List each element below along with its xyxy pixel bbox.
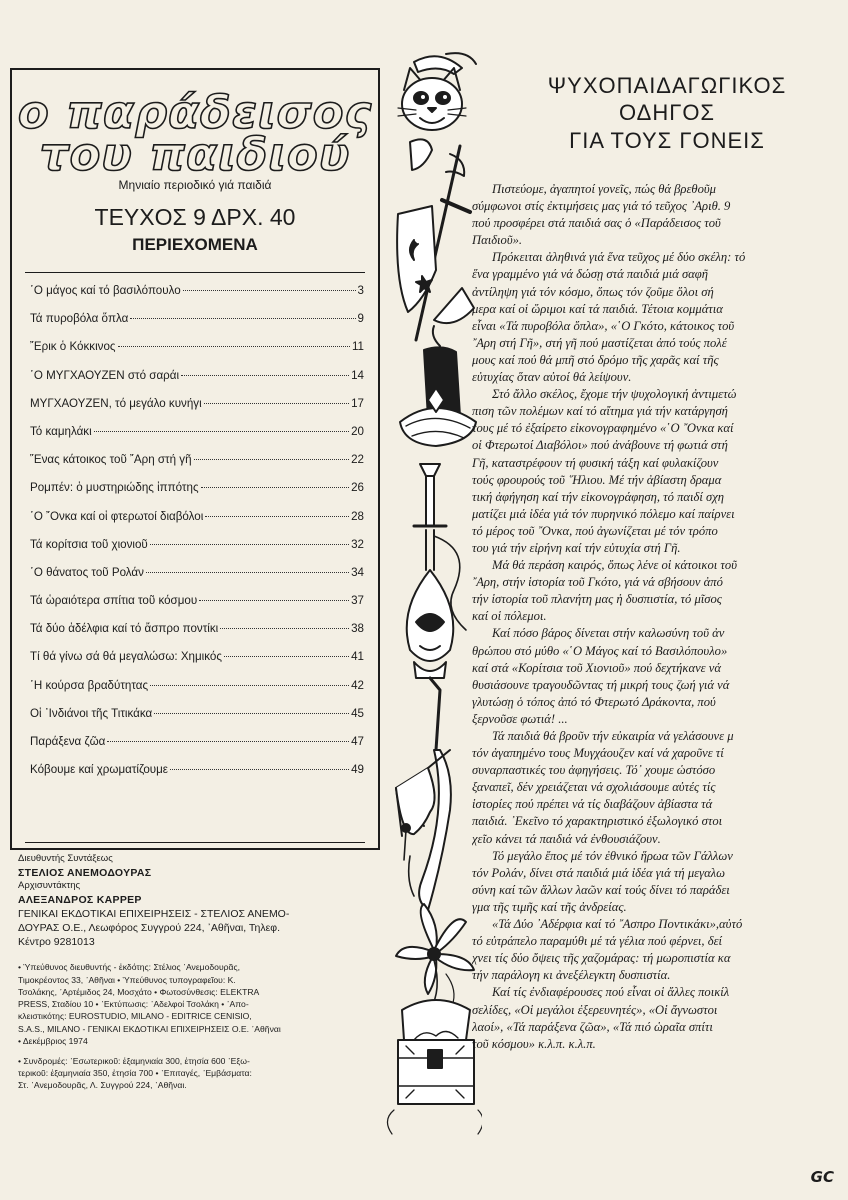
contents-entry-title: Κόβουμε καί χρωματίζουμε: [30, 763, 168, 777]
director-label: Διευθυντής Συντάξεως: [18, 853, 113, 864]
contents-entry-title: ΜΥΓΧΑΟΥΖΕΝ, τό μεγάλο κυνήγι: [30, 396, 202, 410]
contents-entry-page: 3: [357, 284, 364, 297]
contents-entry-title: Τί θά γίνω σά θά μεγαλώσω: Χημικός: [30, 650, 222, 664]
contents-entry-title: ῾Ο θάνατος τοῦ Ρολάν: [30, 565, 144, 579]
guide-text-line: Τό μεγάλο ἔπος μέ τόν ἐθνικό ἥρωα τῶν Γάλλων: [492, 848, 733, 863]
contents-entry-page: 37: [351, 594, 364, 608]
contents-entry-title: Τά δύο ἀδέλφια καί τό ἄσπρο ποντίκι: [30, 622, 219, 636]
contents-entry: [30, 566, 364, 594]
legal-line: Τσολάκης, ᾽Αρτέμιδος 24, Μοσχάτο • Φωτοσύνθεσις: ELEKTRA: [18, 986, 260, 997]
subscription-line: Στ. ᾽Ανεμοδουρᾶς, Λ. Συγγρού 224, ᾽Αθῆναι.: [18, 1080, 187, 1091]
guide-text-line: Καί τίς ἐνδιαφέρουσες πού εἶναι οἱ ἄλλες ποικίλ: [492, 985, 730, 1000]
dot-leader: [205, 516, 349, 517]
guide-text-line: ξαναπεῖ, δέν χρειάζεται νά σχολιάσουμε αὐτές τίς: [472, 780, 716, 795]
guide-text-line: τόν Ρολάν, δίνει στά παιδιά μιά ἰδέα γιά τή μεγαλω: [472, 865, 726, 880]
guide-title-line: ΨΥΧΟΠΑΙΔΑΓΩΓΙΚΟΣ: [547, 73, 787, 98]
contents-entry-page: 28: [351, 509, 364, 523]
guide-text-line: μερα καί οἱ ὥριμοι καί τά παιδιά. Τέτοια κομμάτια: [472, 301, 723, 316]
contents-entry: [30, 340, 364, 368]
contents-entry-page: 9: [357, 312, 364, 326]
contents-entry: [30, 735, 364, 763]
dot-leader: [194, 459, 350, 460]
magazine-title-line-1: ο παράδεισος: [17, 86, 373, 139]
guide-text-line: Πιστεύομε, ἀγαπητοί γονεῖς, πώς θά βρεθοῦμ: [492, 182, 717, 196]
guide-text-line: καί οἱ πόλεμοι.: [472, 609, 547, 624]
guide-title-line: ΟΔΗΓΟΣ: [618, 100, 716, 126]
contents-entry-title: Τό καμηλάκι: [30, 424, 92, 438]
dot-leader: [220, 628, 349, 629]
contents-entry-page: 22: [351, 453, 364, 467]
dot-leader: [181, 375, 349, 376]
magazine-title-line-2: του παιδιού: [39, 128, 351, 181]
lily-flower-icon: [396, 904, 474, 1010]
contents-entry: [30, 397, 364, 425]
contents-entry: [30, 679, 364, 707]
legal-line: PRESS, Σταδίου 10 • ᾽Εκτύπωσις: ᾽Αδελφοί Τσολάκη • ᾽Απο-: [18, 999, 249, 1010]
contents-entry: [30, 622, 364, 650]
dot-leader: [150, 685, 349, 686]
contents-entry: [30, 284, 364, 312]
publisher-line: ΓΕΝΙΚΑΙ ΕΚΔΟΤΙΚΑΙ ΕΠΙΧΕΙΡΗΣΕΙΣ - ΣΤΕΛΙΟΣ ΑΝΕΜΟ-: [18, 907, 290, 920]
dot-leader: [118, 346, 350, 347]
guide-text-line: ματίζει μιά ἰδέα γιά τόν πυρηνικό πόλεμο καί παίρνει: [472, 506, 735, 521]
guide-text-line: ῎Αρη, στήν ἱστορία τοῦ Γκότο, γιά νά σβήσουν ἀπό: [472, 575, 723, 590]
guide-text-line: τούς φρουρούς τοῦ ῞Ηλιου. Μέ τήν ἀβίαστη δραμα: [472, 472, 722, 487]
fez-hat-icon: [400, 326, 476, 446]
chief-editor-name: ΑΛΕΞΑΝΔΡΟΣ ΚΑΡΡΕΡ: [18, 893, 142, 906]
scanner-watermark: GC: [810, 1168, 834, 1186]
guide-text-line: γμα τῆς τιμῆς καί τῆς ἀνδρείας.: [472, 899, 627, 914]
contents-heading: ΠΕΡΙΕΧΟΜΕΝΑ: [132, 235, 258, 254]
guide-text-line: τήν παράλογη κι ἀνεξέλεγκτη δυσπιστία.: [472, 968, 671, 983]
guide-text-line: ἀντίληψη γιά τόν κόσμο, ὅπως τόν ζοῦμε ὅλοι σή: [472, 284, 714, 299]
dot-leader: [204, 403, 349, 404]
guide-text-line: τήν ἱστορία τοῦ πλανήτη μας ἡ δυσπιστία, τό μῖσος: [472, 592, 722, 607]
contents-entry-title: ῾Ο ΜΥΓΧΑΟΥΖΕΝ στό σαράι: [30, 368, 180, 382]
contents-entry-page: 20: [351, 424, 364, 438]
dot-leader: [107, 741, 349, 742]
contents-entry-title: Παράξενα ζῶα: [30, 735, 106, 748]
subscription-line: τερικοῦ: ἑξαμηνιαία 350, ἐτησία 700 • ᾽Επιταγές, ᾽Εμβάσματα:: [18, 1068, 252, 1079]
contents-entry: [30, 481, 364, 509]
contents-entry-page: 47: [351, 735, 364, 748]
publisher-line: Κέντρο 9281013: [18, 936, 95, 949]
contents-entry-page: 11: [351, 340, 364, 354]
contents-entry-title: ῾Η κούρσα βραδύτητας: [30, 678, 149, 692]
guide-text-line: συναρπαστικές του ἀφηγήσεις. Τό᾽ χουμε ὡστόσο: [472, 763, 716, 778]
dot-leader: [170, 769, 349, 770]
contents-entry-title: Τά ὡραιότερα σπίτια τοῦ κόσμου: [30, 594, 198, 608]
guide-text-line: ἕνα γραμμένο γιά νά δώσῃ στά παιδιά μιά σαφῆ: [472, 267, 709, 282]
issue-number-price: ΤΕΥΧΟΣ 9 ΔΡΧ. 40: [94, 204, 296, 230]
contents-entry-title: Οἱ ᾽Ινδιάνοι τῆς Τιτικάκα: [30, 706, 153, 720]
guide-text-line: εὐτυχίας ὅταν αὐτοί θά λείψουν.: [472, 370, 632, 385]
guide-text-line: καί στά «Κορίτσια τοῦ Χιονιοῦ» πού δεχτήκανε νά: [472, 660, 721, 675]
guide-text-line: τους μέ τό ἐξαίρετο εἰκονογραφημένο «῾Ο ῎Ονκα καί: [472, 421, 734, 436]
contents-entry-page: 14: [351, 368, 364, 382]
contents-entry-title: Τά πυροβόλα ὅπλα: [30, 312, 129, 326]
guide-text-line: γλυτώσῃ ὁ τόπος ἀπό τό Φτερωτό Δράκοντα, πού: [472, 694, 716, 709]
parents-guide-title: [486, 72, 848, 154]
guide-text-line: πού προσφέρει στά παιδιά σας ὁ «Παράδεισος τοῦ: [472, 216, 721, 231]
guide-text-line: σελίδες, «Οἱ μεγάλοι ἐξερευνητές», «Οἱ ἄγνωστοι: [472, 1002, 718, 1017]
dot-leader: [183, 290, 356, 291]
contents-entry: [30, 594, 364, 622]
guide-text-line: παιδιά. ᾽Εκεῖνο τό χαρακτηριστικό ἐξωλογικό στοι: [472, 814, 723, 829]
guide-text-line: «Τά Δύο ᾽Αδέρφια καί τό ῎Ασπρο Ποντικάκι»,αὐτό: [492, 917, 743, 932]
legal-line: • Ὑπεύθυνος διευθυντής - ἐκδότης: Στέλιος ᾽Ανεμοδουρᾶς,: [18, 962, 241, 973]
contents-entry: [30, 538, 364, 566]
guide-text-line: λαοί», «Τά παράξενα ζῶα», «Τά πιό ὡραῖα σπίτι: [472, 1019, 713, 1034]
parents-guide-text: [472, 181, 848, 1053]
guide-text-line: τική ἀφήγηση καί τήν εἰκονογράφηση, τό παιδί σχη: [472, 489, 725, 504]
contents-entry: [30, 763, 364, 791]
contents-entry-title: ῞Ενας κάτοικος τοῦ ῎Αρη στή γῆ: [30, 453, 192, 467]
guide-text-line: τό εὐτράπελο παραμύθι μέ τά γέλια πού φέρνει, δεί: [472, 934, 723, 949]
contents-entry-page: 26: [351, 481, 364, 495]
legal-line: Τιμοκρέοντος 33, ᾽Αθῆναι • Ὑπεύθυνος τυπογραφεῖου: Κ.: [18, 974, 236, 985]
guide-text-line: Μά θά περάση καιρός, ὅπως λένε οἱ κάτοικοι τοῦ: [492, 558, 737, 573]
sword-and-shield-icon: [397, 139, 474, 340]
guide-text-line: Πρόκειται ἀληθινά γιά ἕνα τεῦχος μέ δύο σκέλη: τό: [492, 250, 746, 265]
hookah-icon: [407, 464, 466, 678]
guide-text-line: Παιδιοῦ».: [472, 233, 523, 248]
dot-leader: [150, 544, 349, 545]
guide-text-line: σύμφωνοι στίς ἐκτιμήσεις μας γιά τό τεῦχος ᾽Αριθ. 9: [472, 199, 731, 214]
contents-entry-page: 38: [351, 622, 364, 636]
contents-entry-title: ῎Ερικ ὁ Κόκκινος: [30, 340, 116, 354]
publisher-line: ΔΟΥΡΑΣ Ο.Ε., Λεωφόρος Συγγρού 224, ᾽Αθῆναι, Τηλεφ.: [18, 922, 281, 935]
guide-title-line: ΓΙΑ ΤΟΥΣ ΓΟΝΕΙΣ: [569, 127, 765, 153]
contents-entry: [30, 650, 364, 678]
contents-bottom-rule: [25, 842, 365, 843]
guide-text-line: Τά παιδιά θά βροῦν τήν εὐκαιρία νά γελάσουνε μ: [492, 729, 734, 743]
guide-text-line: τό μέρος τοῦ ῎Ονκα, πού ἀγωνίζεται μέ τόν τρόπο: [472, 523, 718, 538]
guide-text-line: Καί πόσο βάρος δίνεται στήν καλωσύνη τοῦ ἀν: [492, 626, 725, 641]
guide-text-line: σύνη καί τῶν ἄλλων λαῶν καί τούς δίνει τό παράδει: [472, 882, 730, 897]
contents-entry: [30, 425, 364, 453]
guide-text-line: θυσιάσουνε τραγουδῶντας τή μικρή τους ζωή γιά νά: [472, 677, 730, 692]
contents-entry-page: 17: [351, 396, 364, 410]
contents-entry: [30, 707, 364, 735]
contents-entry-title: ῾Ο μάγος καί τό βασιλόπουλο: [30, 284, 181, 297]
contents-entry-title: Τά κορίτσια τοῦ χιονιοῦ: [30, 537, 148, 551]
guide-text-line: οἱ Φτερωτοί Διαβόλοι» πού ἀνάβουνε τή φωτιά στή: [472, 438, 728, 453]
contents-entry-page: 42: [351, 678, 364, 692]
decorative-illustration-strip: [384, 50, 482, 1140]
contents-entry-title: Ρομπέν: ὁ μυστηριώδης ἱππότης: [30, 481, 199, 495]
cat-with-hat-icon: [398, 53, 476, 130]
magazine-subtitle: Μηνιαίο περιοδικό γιά παιδιά: [118, 178, 272, 192]
contents-entry: [30, 369, 364, 397]
contents-top-rule: [25, 272, 365, 273]
guide-text-line: ξερνοῦσε φωτιά! ...: [472, 711, 568, 726]
masthead-credits: [18, 853, 378, 1092]
contents-entry-page: 32: [351, 537, 364, 551]
dot-leader: [224, 656, 349, 657]
guide-text-line: πιση τῶν πολέμων καί τό αἴτημα γιά τήν κατάργησή: [472, 404, 728, 419]
guide-text-line: χνει τίς δύο ὄψεις τῆς χαζομάρας: τή μωροπιστία κα: [472, 951, 731, 966]
guide-text-line: ῎Αρη στή Γῆ», στή γῆ πού μαστίζεται ἀπό τούς πολέ: [472, 335, 727, 350]
saber-and-fan-icon: [396, 678, 451, 910]
contents-entry: [30, 453, 364, 481]
guide-text-line: εἶναι «Τά πυροβόλα ὅπλα», «῾Ο Γκότο, κάτοικος τοῦ: [472, 318, 735, 333]
guide-text-line: του γιά τήν εἰρήνη καί τήν εὐτυχία στή Γῆ.: [472, 540, 681, 555]
contents-entry: [30, 312, 364, 340]
dot-leader: [94, 431, 349, 432]
guide-text-line: τόν ἀγαπημένο τους Μυγχάουζεν καί νά χαροῦνε τί: [472, 746, 724, 761]
contents-entry: [30, 510, 364, 538]
subscription-line: • Συνδρομές: ᾽Εσωτερικοῦ: ἑξαμηνιαία 300, ἐτησία 600 ᾽Εξω-: [18, 1055, 250, 1066]
guide-text-line: τοῦ κόσμου» κ.λ.π. κ.λ.π.: [472, 1036, 596, 1051]
director-name: ΣΤΕΛΙΟΣ ΑΝΕΜΟΔΟΥΡΑΣ: [18, 866, 152, 879]
contents-entry-title: ῾Ο ῎Ονκα καί οἱ φτερωτοί διαβόλοι: [30, 509, 204, 523]
chief-editor-label: Αρχισυντάκτης: [18, 879, 81, 891]
contents-entry-page: 41: [351, 650, 364, 664]
contents-entry-page: 45: [351, 706, 364, 720]
legal-line: κλειστικότης: EUROSTUDIO, MILANO - EDITRICE CENISIO,: [18, 1011, 252, 1022]
dot-leader: [154, 713, 349, 714]
guide-text-line: ἱστορίες πού πρέπει νά τίς διαβάζουν ἀβίαστα τά: [472, 797, 713, 812]
treasure-chest-icon: [387, 1000, 482, 1134]
dot-leader: [201, 487, 350, 488]
contents-panel: [10, 68, 380, 850]
dot-leader: [199, 600, 349, 601]
guide-text-line: μους καί πού θά μπῆ στό δρόμο τῆς χαρᾶς καί τῆς: [472, 352, 719, 367]
contents-entry-page: 34: [351, 565, 364, 579]
legal-line: S.A.S., MILANO - ΓΕΝΙΚΑΙ ΕΚΔΟΤΙΚΑΙ ΕΠΙΧΕΙΡΗΣΕΙΣ Ο.Ε. ᾽Αθῆναι: [18, 1023, 281, 1034]
guide-text-line: χεῖο κάνει τά παιδιά νά ἐνθουσιάζουν.: [472, 831, 661, 846]
guide-text-line: θρώπου στό μύθο «῾Ο Μάγος καί τό Βασιλόπουλο»: [472, 643, 728, 658]
table-of-contents: [30, 284, 364, 791]
dot-leader: [130, 318, 355, 319]
dot-leader: [146, 572, 349, 573]
issue-date: • Δεκέμβριος 1974: [18, 1035, 88, 1046]
contents-entry-page: 49: [351, 763, 364, 777]
guide-text-line: Γῆ, καταστρέφουν τή φυσική τάξη καί φυλακίζουν: [472, 455, 719, 470]
guide-text-line: Στό ἄλλο σκέλος, ἔχομε τήν ψυχολογική ἀντιμετώ: [492, 387, 737, 402]
